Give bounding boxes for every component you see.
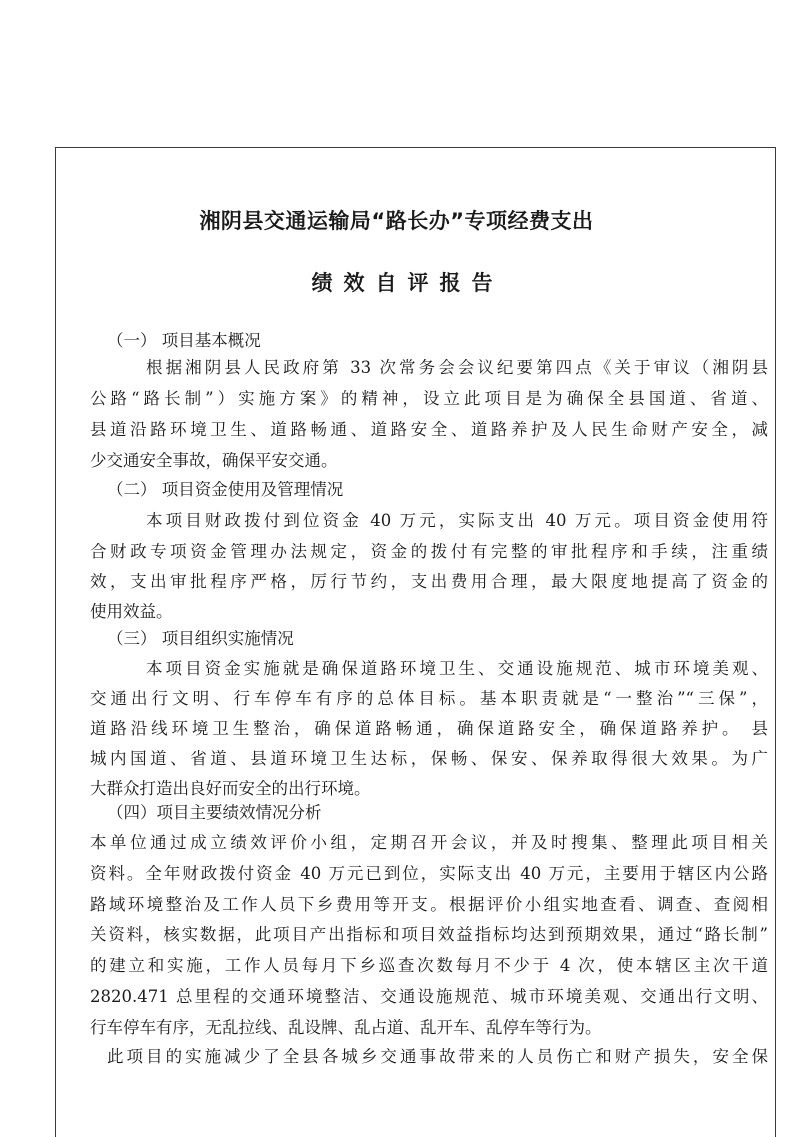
document-subtitle: 绩效自评报告 xyxy=(311,271,504,295)
paragraph-line: 交通出行文明、行车停车有序的总体目标。基本职责就是“一整治”“三保”， xyxy=(90,689,768,708)
paragraph-line: 效，支出审批程序严格，厉行节约，支出费用合理，最大限度地提高了资金的 xyxy=(90,572,768,591)
paragraph-line: 资料。全年财政拨付资金 40 万元已到位，实际支出 40 万元，主要用于辖区内公路 xyxy=(90,864,768,883)
paragraph-line: 本项目资金实施就是确保道路环境卫生、交通设施规范、城市环境美观、 xyxy=(146,659,768,678)
section-heading-3: （三） 项目组织实施情况 xyxy=(107,629,294,648)
section-heading-1: （一） 项目基本概况 xyxy=(107,331,261,350)
paragraph-line: 本单位通过成立绩效评价小组，定期召开会议，并及时搜集、整理此项目相关 xyxy=(90,833,768,852)
paragraph-line: 的建立和实施，工作人员每月下乡巡查次数每月不少于 4 次，使本辖区主次干道 xyxy=(90,956,768,975)
paragraph-line: 此项目的实施减少了全县各城乡交通事故带来的人员伤亡和财产损失，安全保 xyxy=(107,1047,768,1066)
section-heading-4: （四）项目主要绩效情况分析 xyxy=(107,803,322,822)
paragraph-line: 路域环境整治及工作人员下乡费用等开支。根据评价小组实地查看、调查、查阅相 xyxy=(90,895,768,914)
paragraph-line: 少交通安全事故，确保平安交通。 xyxy=(90,451,338,470)
paragraph-line: 使用效益。 xyxy=(90,602,173,621)
paragraph-line: 城内国道、省道、县道环境卫生达标，保畅、保安、保养取得很大效果。为广 xyxy=(90,749,768,768)
paragraph-line: 公路“路长制”）实施方案》的精神，设立此项目是为确保全县国道、省道、 xyxy=(90,389,768,408)
paragraph-line: 合财政专项资金管理办法规定，资金的拨付有完整的审批程序和手续，注重绩 xyxy=(90,542,768,561)
paragraph-line: 2820.471 总里程的交通环境整洁、交通设施规范、城市环境美观、交通出行文明、 xyxy=(90,987,768,1006)
paragraph-line: 根据湘阴县人民政府第 33 次常务会会议纪要第四点《关于审议（湘阴县 xyxy=(146,358,768,377)
paragraph-line: 行车停车有序，无乱拉线、乱设牌、乱占道、乱开车、乱停车等行为。 xyxy=(90,1018,602,1037)
paragraph-line: 关资料，核实数据，此项目产出指标和项目效益指标均达到预期效果，通过“路长制” xyxy=(90,925,768,944)
paragraph-line: 县道沿路环境卫生、道路畅通、道路安全、道路养护及人民生命财产安全，减 xyxy=(90,420,768,439)
section-heading-2: （二） 项目资金使用及管理情况 xyxy=(107,480,344,499)
paragraph-line: 大群众打造出良好而安全的出行环境。 xyxy=(90,779,371,798)
paragraph-line: 道路沿线环境卫生整治，确保道路畅通，确保道路安全，确保道路养护。 县 xyxy=(90,719,768,738)
paragraph-line: 本项目财政拨付到位资金 40 万元，实际支出 40 万元。项目资金使用符 xyxy=(146,511,768,530)
document-title: 湘阴县交通运输局“路长办”专项经费支出 xyxy=(199,209,594,233)
